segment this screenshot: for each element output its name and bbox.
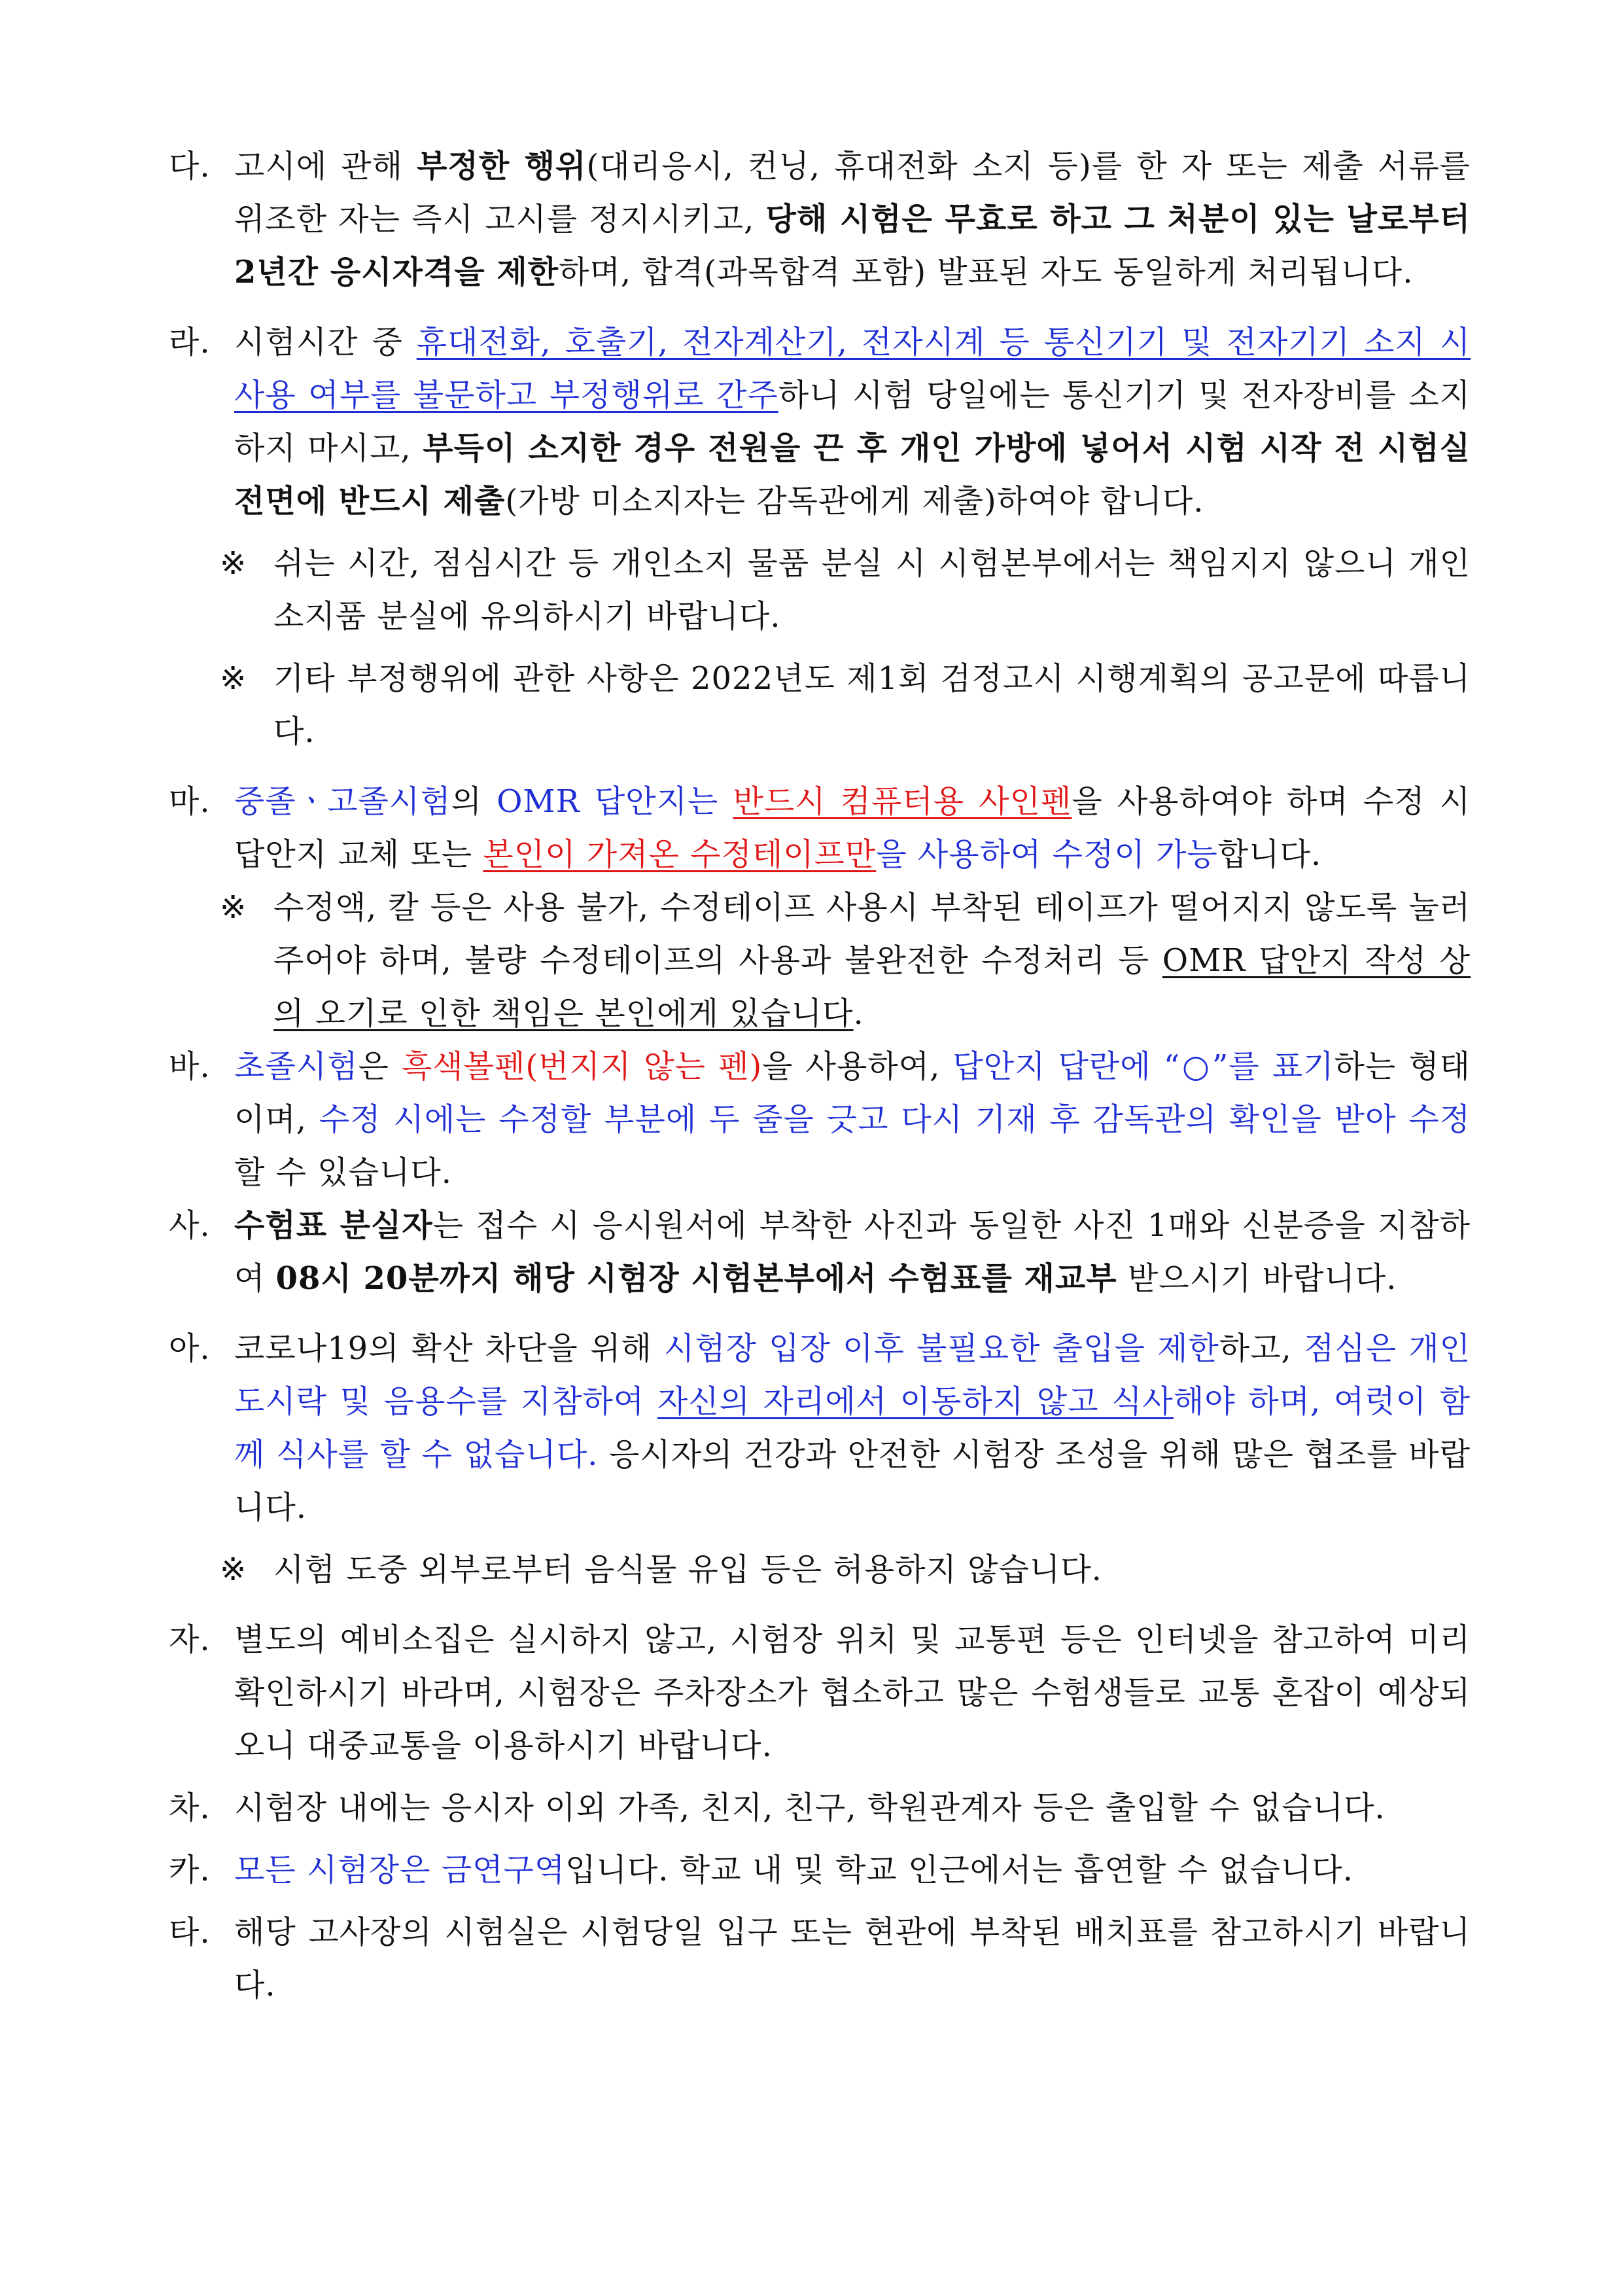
- item-marker: 카.: [169, 1852, 211, 1888]
- note-a: [169, 1544, 1471, 1597]
- item-text-bold: 당해 시험은 무효로 하고 그 처분이 있는 날로부터 2년간 응시자격을 제한: [234, 201, 1471, 291]
- item-text-highlight: 답안지 답란에 “○”를 표기: [952, 1048, 1335, 1085]
- item-text-highlight: 수정 시에는 수정할 부분에 두 줄을 긋고 다시 기재 후 감독관의 확인을 받아 수정: [319, 1101, 1471, 1138]
- item-da: [169, 140, 1471, 299]
- note-text: .: [853, 995, 864, 1032]
- item-text: 하고,: [1219, 1330, 1304, 1367]
- item-text: 하는 형태이며,: [234, 1048, 1471, 1138]
- item-ma: [169, 775, 1471, 881]
- item-text-warning: 반드시 컴퓨터용 사인펜: [733, 783, 1072, 820]
- item-text: 할 수 있습니다.: [234, 1154, 452, 1191]
- item-ta: [169, 1906, 1471, 2012]
- item-marker: 사.: [169, 1207, 211, 1244]
- item-marker: 차.: [169, 1790, 211, 1826]
- item-marker: 마.: [169, 783, 211, 820]
- item-cha: [169, 1782, 1471, 1835]
- item-text: (대리응시, 컨닝, 휴대전화 소지 등)를 한 자 또는 제출 서류를 위조한 자는 즉시 고시를 정지시키고,: [234, 148, 1471, 238]
- item-text: 해당 고사장의 시험실은 시험당일 입구 또는 현관에 부착된 배치표를 참고하시기 바랍니다.: [234, 1914, 1471, 2004]
- item-ba: [169, 1040, 1471, 1199]
- item-text-highlight: 중졸ㆍ고졸시험: [234, 783, 451, 820]
- reference-mark-icon: ※: [220, 1551, 247, 1588]
- item-marker: 타.: [169, 1914, 211, 1951]
- item-text-warning: 본인이 가져온 수정테이프만: [483, 836, 877, 873]
- item-text: 고시에 관해: [234, 148, 417, 185]
- item-text-highlight: 점심은 개인 도시락 및 음용수를 지참하여: [234, 1330, 1471, 1420]
- note-text: 쉬는 시간, 점심시간 등 개인소지 물품 분실 시 시험본부에서는 책임지지 않으니 개인소지품 분실에 유의하시기 바랍니다.: [273, 545, 1471, 635]
- item-marker: 라.: [169, 324, 211, 361]
- item-text-warning: 흑색볼펜(번지지 않는 펜): [401, 1048, 763, 1085]
- reference-mark-icon: ※: [220, 889, 247, 926]
- note-ra-1: [169, 537, 1471, 643]
- item-a: [169, 1322, 1471, 1534]
- item-marker: 아.: [169, 1330, 211, 1367]
- item-marker: 바.: [169, 1048, 211, 1085]
- item-text: 은: [358, 1048, 402, 1085]
- item-text: 시험시간 중: [234, 324, 417, 361]
- item-text: (가방 미소지자는 감독관에게 제출)하여야 합니다.: [505, 483, 1204, 520]
- item-text: 의: [451, 783, 497, 820]
- item-text: 입니다. 학교 내 및 학교 인근에서는 흡연할 수 없습니다.: [565, 1852, 1353, 1888]
- item-text-highlight: 해야 하며, 여럿이 함께 식사를 할 수 없습니다.: [234, 1383, 1471, 1473]
- item-text: 합니다.: [1217, 836, 1322, 873]
- item-text: 을 사용하여야 하며 수정 시 답안지 교체 또는: [234, 783, 1471, 873]
- item-text-highlight: 을 사용하여 수정이 가능: [876, 836, 1218, 873]
- item-text-highlight: 휴대전화, 호출기, 전자계산기, 전자시계 등 통신기기 및 전자기기 소지 시 사용 여부를 불문하고 부정행위로 간주: [234, 324, 1471, 414]
- item-text-bold: 수험표 분실자: [234, 1207, 433, 1244]
- notice-document: [169, 140, 1471, 2012]
- item-text: 는 접수 시 응시원서에 부착한 사진과 동일한 사진 1매와 신분증을 지참하여: [234, 1207, 1471, 1297]
- reference-mark-icon: ※: [220, 545, 247, 582]
- note-ma: [169, 881, 1471, 1040]
- item-text: 받으시기 바랍니다.: [1117, 1260, 1397, 1297]
- item-text: 별도의 예비소집은 실시하지 않고, 시험장 위치 및 교통편 등은 인터넷을 참고하여 미리 확인하시기 바라며, 시험장은 주차장소가 협소하고 많은 수험생들로 교통 혼잡이 예상되오니 대중교통을 이용하시기 바랍니다.: [234, 1621, 1471, 1764]
- note-text-underlined: OMR 답안지 작성 상의 오기로 인한 책임은 본인에게 있습니다: [273, 942, 1471, 1032]
- item-sa: [169, 1199, 1471, 1305]
- item-ka: [169, 1844, 1471, 1897]
- item-text-highlight: 모든 시험장은 금연구역: [234, 1852, 566, 1888]
- item-text-highlight: 자신의 자리에서 이동하지 않고 식사: [657, 1383, 1174, 1420]
- item-text: 을 사용하여,: [762, 1048, 953, 1085]
- item-text: 시험장 내에는 응시자 이외 가족, 친지, 친구, 학원관계자 등은 출입할 수 없습니다.: [234, 1790, 1386, 1826]
- item-ja: [169, 1614, 1471, 1773]
- note-text: 수정액, 칼 등은 사용 불가, 수정테이프 사용시 부착된 테이프가 떨어지지 않도록 눌러주어야 하며, 불량 수정테이프의 사용과 불완전한 수정처리 등: [273, 889, 1471, 979]
- item-marker: 다.: [169, 148, 211, 185]
- item-ra: [169, 316, 1471, 528]
- item-text: 코로나19의 확산 차단을 위해: [234, 1330, 664, 1367]
- item-text-bold: 부정한 행위: [417, 148, 587, 185]
- item-text-bold: 08시 20분까지 해당 시험장 시험본부에서 수험표를 재교부: [275, 1260, 1117, 1297]
- item-text-bold: 부득이 소지한 경우 전원을 끈 후 개인 가방에 넣어서 시험 시작 전 시험실 전면에 반드시 제출: [234, 430, 1471, 520]
- note-text: 시험 도중 외부로부터 음식물 유입 등은 허용하지 않습니다.: [273, 1551, 1102, 1588]
- item-text: 하며, 합격(과목합격 포함) 발표된 자도 동일하게 처리됩니다.: [559, 254, 1414, 291]
- item-text-highlight: 시험장 입장 이후 불필요한 출입을 제한: [663, 1330, 1219, 1367]
- item-text-highlight: 초졸시험: [234, 1048, 358, 1085]
- item-marker: 자.: [169, 1621, 211, 1658]
- note-ra-2: [169, 652, 1471, 758]
- reference-mark-icon: ※: [220, 660, 247, 697]
- item-text: 하니 시험 당일에는 통신기기 및 전자장비를 소지하지 마시고,: [234, 377, 1471, 467]
- item-text: 응시자의 건강과 안전한 시험장 조성을 위해 많은 협조를 바랍니다.: [234, 1436, 1471, 1526]
- item-text-highlight: OMR 답안지는: [497, 783, 733, 820]
- note-text: 기타 부정행위에 관한 사항은 2022년도 제1회 검정고시 시행계획의 공고문에 따릅니다.: [273, 660, 1471, 750]
